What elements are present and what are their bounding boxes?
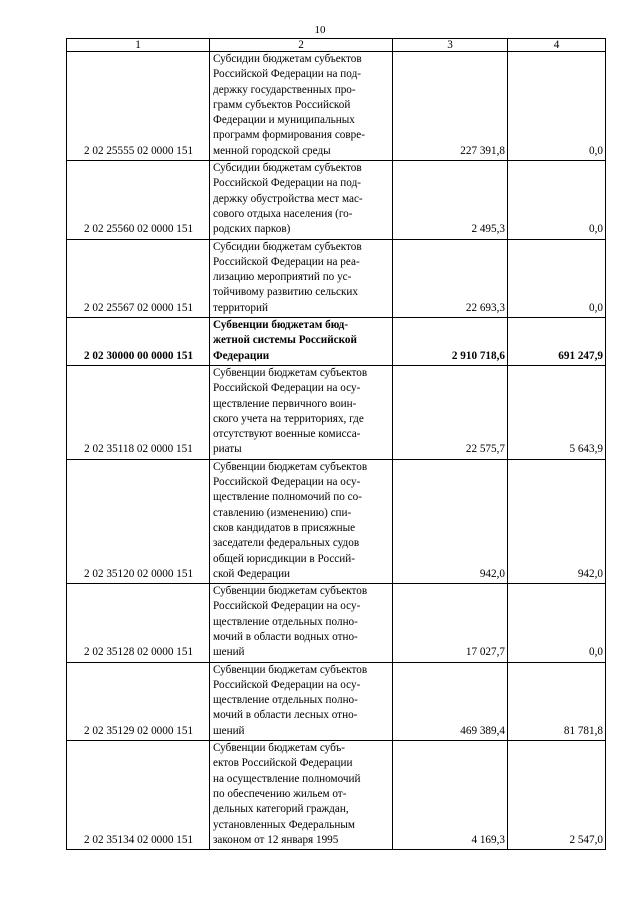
revenue-name-line: грамм субъектов Российской — [213, 98, 351, 111]
revenue-name-line: родских парков) — [213, 223, 291, 236]
classification-code: 2 02 30000 00 0000 151 — [67, 318, 210, 366]
planned-amount: 942,0 — [393, 459, 508, 583]
revenue-name-line: сков кандидатов в присяжные — [213, 521, 356, 534]
actual-amount: 0,0 — [508, 161, 606, 239]
revenue-name — [210, 741, 393, 850]
revenue-name-line: держку государственных про- — [213, 83, 356, 96]
table-header-row — [67, 39, 606, 52]
planned-amount: 469 389,4 — [393, 662, 508, 740]
revenue-name-line: ской Федерации — [213, 567, 291, 580]
revenue-name-line: по обеспечению жильем от- — [213, 787, 347, 800]
revenue-name — [210, 662, 393, 740]
revenue-name-line: Федерации — [213, 349, 270, 362]
revenue-name-line: Российской Федерации на реа- — [213, 255, 360, 268]
revenue-name-line: шений — [213, 646, 245, 659]
revenue-name — [210, 318, 393, 366]
revenue-name-line: жетной системы Российской — [213, 334, 357, 347]
table-body — [67, 52, 606, 850]
classification-code: 2 02 25555 02 0000 151 — [67, 52, 210, 161]
actual-amount: 0,0 — [508, 584, 606, 662]
revenue-name-line: Российской Федерации на под- — [213, 177, 361, 190]
revenue-name — [210, 52, 393, 161]
actual-amount: 0,0 — [508, 239, 606, 317]
table-row — [67, 52, 606, 161]
revenue-name-line: ектов Российской Федерации — [213, 757, 353, 770]
revenue-name-line: Субвенции бюджетам субъектов — [213, 585, 368, 598]
column-header: 2 — [210, 39, 393, 52]
classification-code: 2 02 35134 02 0000 151 — [67, 741, 210, 850]
revenue-name-line: Субвенции бюджетам субъ- — [213, 742, 346, 755]
column-header: 4 — [508, 39, 606, 52]
revenue-name — [210, 239, 393, 317]
revenue-name-line: территорий — [213, 301, 268, 314]
revenue-name-line: Российской Федерации на под- — [213, 68, 361, 81]
budget-table — [66, 38, 606, 850]
revenue-name-line: заседатели федеральных судов — [213, 537, 360, 550]
revenue-name — [210, 161, 393, 239]
planned-amount: 227 391,8 — [393, 52, 508, 161]
revenue-name-line: мочий в области водных отно- — [213, 630, 358, 643]
revenue-name — [210, 459, 393, 583]
actual-amount: 0,0 — [508, 52, 606, 161]
actual-amount: 942,0 — [508, 459, 606, 583]
actual-amount: 5 643,9 — [508, 365, 606, 459]
table-row — [67, 365, 606, 459]
revenue-name-line: риаты — [213, 443, 242, 456]
revenue-name — [210, 584, 393, 662]
planned-amount: 22 693,3 — [393, 239, 508, 317]
classification-code: 2 02 35129 02 0000 151 — [67, 662, 210, 740]
revenue-name-line: Субсидии бюджетам субъектов — [213, 162, 362, 175]
revenue-name-line: дельных категорий граждан, — [213, 803, 349, 816]
column-header: 3 — [393, 39, 508, 52]
revenue-name-line: лизацию мероприятий по ус- — [213, 271, 352, 284]
revenue-name-line: ществление полномочий по со- — [213, 491, 362, 504]
revenue-name-line: общей юрисдикции в Россий- — [213, 552, 355, 565]
revenue-name-line: ществление отдельных полно- — [213, 694, 358, 707]
planned-amount: 22 575,7 — [393, 365, 508, 459]
revenue-name-line: менной городской среды — [213, 144, 331, 157]
column-header: 1 — [67, 39, 210, 52]
table-row — [67, 662, 606, 740]
revenue-name-line: Субвенции бюджетам бюд- — [213, 319, 349, 332]
table-row — [67, 161, 606, 239]
revenue-name-line: Российской Федерации на осу- — [213, 600, 361, 613]
revenue-name-line: Российской Федерации на осу- — [213, 476, 361, 489]
revenue-name-line: ществление первичного воин- — [213, 397, 357, 410]
revenue-name-line: ставлению (изменению) спи- — [213, 506, 352, 519]
classification-code: 2 02 25567 02 0000 151 — [67, 239, 210, 317]
table-row — [67, 459, 606, 583]
revenue-name-line: сового отдыха населения (го- — [213, 207, 353, 220]
actual-amount: 2 547,0 — [508, 741, 606, 850]
revenue-name-line: мочий в области лесных отно- — [213, 709, 358, 722]
revenue-name-line: Субвенции бюджетам субъектов — [213, 663, 368, 676]
revenue-name-line: законом от 12 января 1995 — [213, 833, 339, 846]
classification-code: 2 02 35120 02 0000 151 — [67, 459, 210, 583]
revenue-name-line: Федерации и муниципальных — [213, 114, 355, 127]
revenue-name-line: установленных Федеральным — [213, 818, 355, 831]
page-number: 10 — [314, 24, 326, 36]
revenue-name-line: шений — [213, 724, 245, 737]
classification-code: 2 02 35118 02 0000 151 — [67, 365, 210, 459]
revenue-name-line: отсутствуют военные комисса- — [213, 428, 361, 441]
actual-amount: 81 781,8 — [508, 662, 606, 740]
revenue-name-line: ществление отдельных полно- — [213, 615, 358, 628]
revenue-name-line: Субсидии бюджетам субъектов — [213, 53, 362, 65]
revenue-name — [210, 365, 393, 459]
revenue-name-line: Субвенции бюджетам субъектов — [213, 460, 368, 473]
actual-amount: 691 247,9 — [508, 318, 606, 366]
revenue-name-line: тойчивому развитию сельских — [213, 286, 359, 299]
planned-amount: 17 027,7 — [393, 584, 508, 662]
revenue-name-line: на осуществление полномочий — [213, 772, 361, 785]
revenue-name-line: программ формирования совре- — [213, 129, 365, 142]
classification-code: 2 02 35128 02 0000 151 — [67, 584, 210, 662]
table-row — [67, 741, 606, 850]
revenue-name-line: Российской Федерации на осу- — [213, 678, 361, 691]
revenue-name-line: ского учета на территориях, где — [213, 412, 364, 425]
revenue-name-line: Субсидии бюджетам субъектов — [213, 240, 362, 253]
revenue-name-line: Российской Федерации на осу- — [213, 382, 361, 395]
table-row — [67, 239, 606, 317]
planned-amount: 2 495,3 — [393, 161, 508, 239]
planned-amount: 4 169,3 — [393, 741, 508, 850]
revenue-name-line: держку обустройства мест мас- — [213, 192, 363, 205]
classification-code: 2 02 25560 02 0000 151 — [67, 161, 210, 239]
table-row — [67, 318, 606, 366]
planned-amount: 2 910 718,6 — [393, 318, 508, 366]
table-row — [67, 584, 606, 662]
revenue-name-line: Субвенции бюджетам субъектов — [213, 366, 368, 379]
